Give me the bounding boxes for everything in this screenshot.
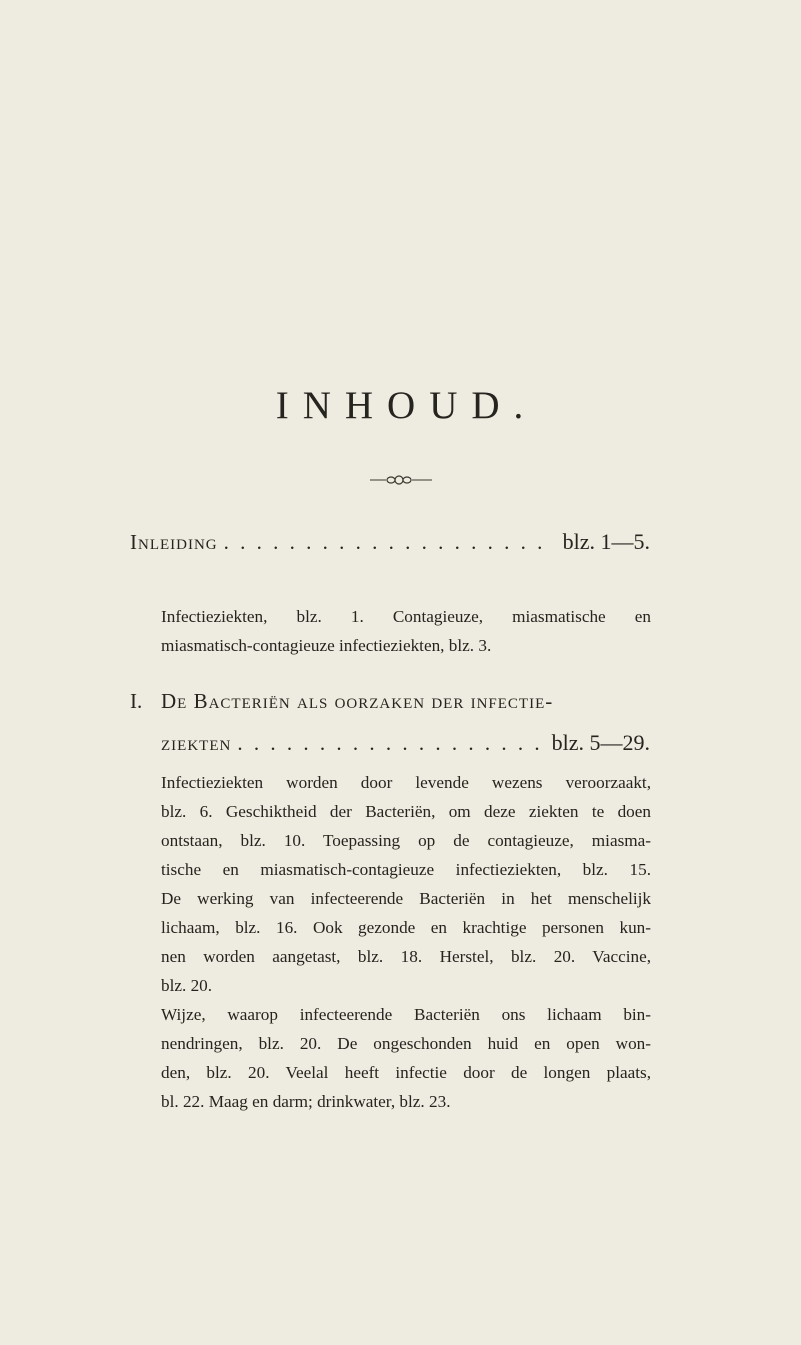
summary-line: Infectieziekten, blz. 1. Contagieuze, miasmatische en: [161, 607, 651, 626]
toc-dot-leader: . . . . . . . . . . . . . . . . . . .: [237, 731, 543, 755]
toc-entry-chapter1-line2: [161, 730, 650, 756]
ornament-divider: [370, 474, 432, 486]
toc-summary-chapter1: [161, 768, 651, 1116]
page-title: INHOUD.: [275, 384, 538, 427]
toc-entry-chapter1-line1: [161, 689, 650, 714]
summary-line: nen worden aangetast, blz. 18. Herstel, blz. 20. Vaccine,: [161, 947, 651, 966]
summary-line: Infectieziekten worden door levende wezens veroorzaakt,: [161, 773, 651, 792]
toc-entry-inleiding: [130, 529, 650, 555]
toc-entry-label: Inleiding: [130, 530, 218, 554]
toc-entry-label: ziekten: [161, 731, 232, 755]
toc-dot-leader: . . . . . . . . . . . . . . . . . . . .: [223, 530, 546, 554]
summary-line: den, blz. 20. Veelal heeft infectie door de longen plaats,: [161, 1063, 651, 1082]
summary-line: miasmatisch-contagieuze infectieziekten, blz. 3.: [161, 636, 492, 655]
summary-line: bl. 22. Maag en darm; drinkwater, blz. 23.: [161, 1092, 451, 1111]
summary-line: tische en miasmatisch-contagieuze infectieziekten, blz. 15.: [161, 860, 651, 879]
toc-summary-inleiding: [161, 602, 651, 660]
summary-line: blz. 20.: [161, 976, 213, 995]
toc-page-range: blz. 5—29.: [551, 730, 650, 755]
summary-line: blz. 6. Geschiktheid der Bacteriën, om deze ziekten te doen: [161, 802, 651, 821]
toc-page-range: blz. 1—5.: [562, 529, 650, 554]
summary-line: De werking van infecteerende Bacteriën in het menschelijk: [161, 889, 651, 908]
summary-line: nendringen, blz. 20. De ongeschonden huid en open won-: [161, 1034, 651, 1053]
toc-entry-label: De Bacteriën als oorzaken der infectie-: [161, 689, 554, 713]
summary-line: ontstaan, blz. 10. Toepassing op de contagieuze, miasma-: [161, 831, 651, 850]
summary-line: Wijze, waarop infecteerende Bacteriën ons lichaam bin-: [161, 1005, 651, 1024]
summary-line: lichaam, blz. 16. Ook gezonde en krachtige personen kun-: [161, 918, 651, 937]
chapter-number: I.: [130, 689, 143, 713]
